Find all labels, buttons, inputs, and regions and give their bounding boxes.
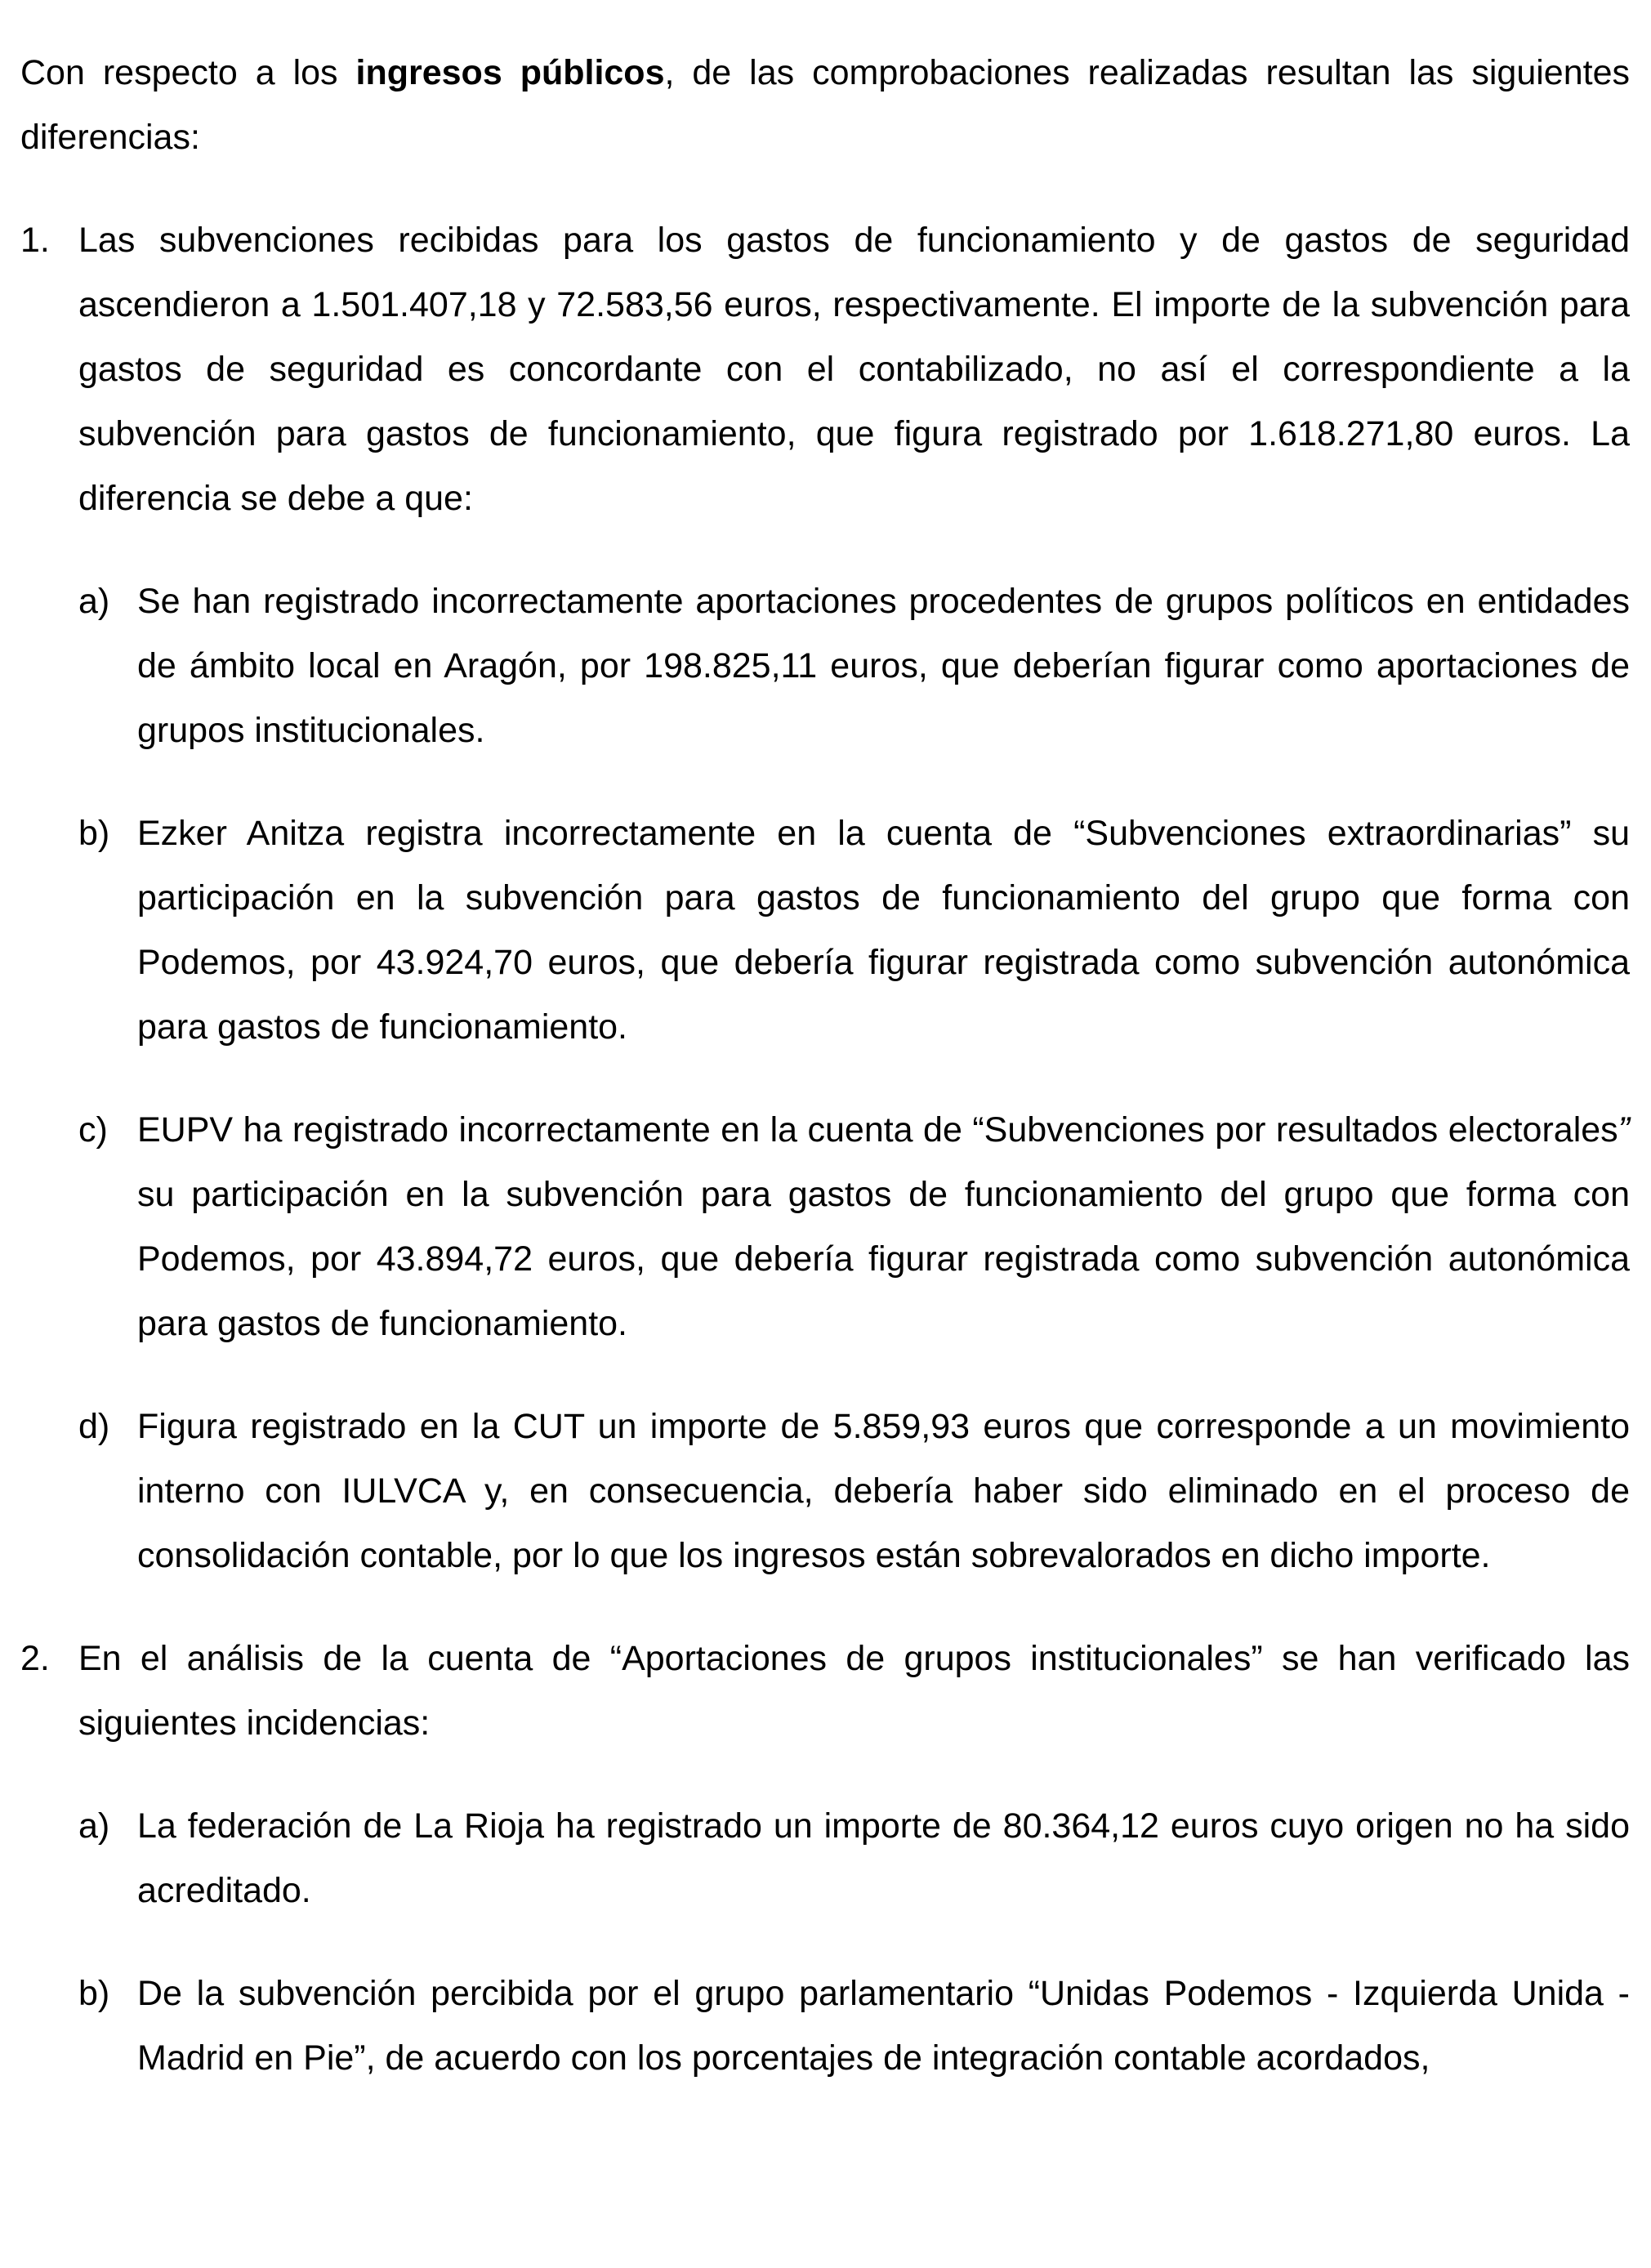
list-marker: 2. <box>20 1639 50 1678</box>
intro-paragraph <box>20 41 1630 170</box>
sub-item-text-start: EUPV ha registrado incorrectamente en la cuenta de “Subvenciones por resultados electorales <box>137 1110 1618 1150</box>
sub-item-2a <box>20 1794 1630 1923</box>
sub-marker: b) <box>78 814 110 853</box>
sub-item-1c <box>20 1098 1630 1356</box>
sub-item-1d <box>20 1395 1630 1588</box>
sub-item-1b <box>20 801 1630 1060</box>
sub-item-text: De la subvención percibida por el grupo parlamentario “Unidas Podemos - Izquierda Unida - Madrid en Pie”, de acuerdo con los porcentajes de integración contable acordados, <box>137 1974 1630 2078</box>
list-item-2 <box>20 1627 1630 2091</box>
sub-item-text: Figura registrado en la CUT un importe de 5.859,93 euros que corresponde a un movimiento interno con IULVCA y, en consecuencia, debería haber sido eliminado en el proceso de consolidación contable, por lo que los ingresos están sobrevalorados en dicho importe. <box>137 1407 1630 1575</box>
sub-marker: c) <box>78 1110 108 1150</box>
sub-item-text: Se han registrado incorrectamente aportaciones procedentes de grupos políticos en entidades de ámbito local en Aragón, por 198.825,11 euros, que deberían figurar como aportaciones de grupos institucionales. <box>137 582 1630 750</box>
sub-item-2b <box>20 1962 1630 2091</box>
list-item-1 <box>20 208 1630 1588</box>
sub-marker: a) <box>78 1806 110 1846</box>
intro-bold-term: ingresos públicos <box>355 53 665 92</box>
sub-item-1a <box>20 569 1630 763</box>
list-item-text: Las subvenciones recibidas para los gastos de funcionamiento y de gastos de seguridad ascendieron a 1.501.407,18 y 72.583,56 euros, respectivamente. El importe de la subvención para gastos de seguridad es concordante con el contabilizado, no así el correspondiente a la subvención para gastos de funcionamiento, que figura registrado por 1.618.271,80 euros. La diferencia se debe a que: <box>78 221 1630 518</box>
intro-text-start: Con respecto a los <box>20 53 356 92</box>
list-marker: 1. <box>20 221 50 260</box>
italic-quote: ” <box>1618 1110 1630 1150</box>
sub-item-text: Ezker Anitza registra incorrectamente en la cuenta de “Subvenciones extraordinarias” su participación en la subvención para gastos de funcionamiento del grupo que forma con Podemos, por 43.924,70 euros, que debería figurar registrada como subvención autonómica para gastos de funcionamiento. <box>137 814 1630 1047</box>
sub-item-text <box>137 1098 1630 1356</box>
intro-text-end: , de las comprobaciones realizadas resultan las siguientes diferencias: <box>20 53 1630 157</box>
sub-item-text: La federación de La Rioja ha registrado un importe de 80.364,12 euros cuyo origen no ha sido acreditado. <box>137 1806 1630 1910</box>
sub-marker: d) <box>78 1407 110 1446</box>
sub-item-text-end: su participación en la subvención para gastos de funcionamiento del grupo que forma con Podemos, por 43.894,72 euros, que debería figurar registrada como subvención autonómica para gastos de funcionamiento. <box>137 1175 1630 1343</box>
list-item-text: En el análisis de la cuenta de “Aportaciones de grupos institucionales” se han verificado las siguientes incidencias: <box>78 1639 1630 1743</box>
sub-marker: a) <box>78 582 110 621</box>
document-page <box>20 41 1630 2129</box>
sub-marker: b) <box>78 1974 110 2013</box>
